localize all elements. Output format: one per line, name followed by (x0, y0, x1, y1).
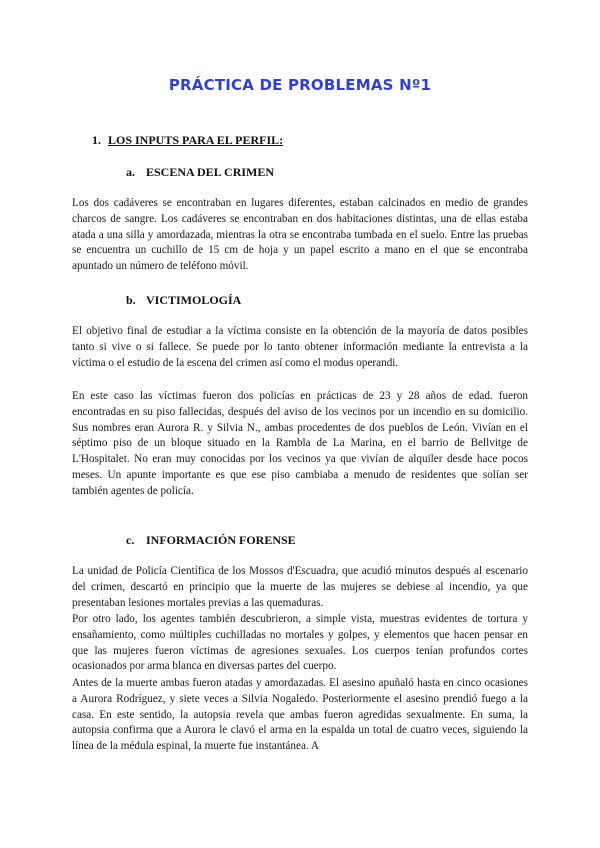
subsection-b-letter: b. (126, 293, 136, 307)
document-title: PRÁCTICA DE PROBLEMAS Nº1 (168, 76, 432, 94)
paragraph-victimologia-2: En este caso las víctimas fueron dos policías en prácticas de 23 y 28 años de edad. fueron encontradas en su piso fallecidas, después del aviso de los vecinos por un incendio en su domicilio. Sus nombres eran Aurora R. y Silvia N., ambas procedentes de dos pueblos de León. Vivían en el séptimo piso de un bloque situado en la Rambla de La Marina, en el barrio de Bellvitge de L'Hospitalet. No eran muy conocidas por los vecinos ya que vivían de alquiler desde hace pocos meses. Un apunte importante es que ese piso cambiaba a menudo de residentes que solían ser también agentes de policía. (72, 390, 528, 497)
subsection-c-letter: c. (126, 533, 135, 547)
paragraph-forense-2: Por otro lado, los agentes también descubrieron, a simple vista, muestras evidentes de tortura y ensañamiento, como múltiples cuchilladas no mortales y golpes, y elementos que hacen pensar en que las mujeres fueron víctimas de agresiones sexuales. Los cuerpos tenían profundos cortes ocasionados por arma blanca en diversas partes del cuerpo. (72, 613, 528, 673)
paragraph-forense-3: Antes de la muerte ambas fueron atadas y amordazadas. El asesino apuñaló hasta en cinco ocasiones a Aurora Rodríguez, y siete veces a Silvia Nogaledo. Posteriormente el asesino prendió fuego a la casa. En este sentido, la autopsia revela que ambas fueron agredidas sexualmente. En suma, la autopsia confirma que a Aurora le clavó el arma en la espalda un total de cuatro veces, siguiendo la línea de la médula espinal, la muerte fue instantánea. A (72, 677, 528, 753)
subsection-a-title: ESCENA DEL CRIMEN (146, 165, 275, 179)
paragraph-forense-1: La unidad de Policía Científica de los Mossos d'Escuadra, que acudió minutos después al escenario del crimen, descartó en principio que la muerte de las mujeres se debiese al incendio, ya que presentaban lesiones mortales previas a las quemaduras. (72, 565, 528, 609)
section-1-number: 1. (92, 133, 101, 147)
subsection-c-title: INFORMACIÓN FORENSE (146, 533, 296, 547)
paragraph-escena: Los dos cadáveres se encontraban en lugares diferentes, estaban calcinados en medio de grandes charcos de sangre. Los cadáveres se encontraban en dos habitaciones distintas, una de ellas estaba atada a una silla y amordazada, mientras la otra se encontraba tumbada en el suelo. Entre las pruebas se encuentra un cuchillo de 15 cm de hoja y un papel escrito a mano en el que se encontraba apuntado un número de teléfono móvil. (72, 197, 528, 273)
subsection-b-heading (126, 293, 241, 308)
subsection-a-letter: a. (126, 165, 135, 179)
section-1-heading (92, 133, 283, 148)
subsection-b-title: VICTIMOLOGÍA (146, 293, 242, 307)
subsection-a-heading (126, 165, 274, 180)
section-1-title: LOS INPUTS PARA EL PERFIL: (108, 133, 284, 147)
subsection-c-heading (126, 533, 296, 548)
paragraph-victimologia-1: El objetivo final de estudiar a la víctima consiste en la obtención de la mayoría de datos posibles tanto si vive o si fallece. Se puede por lo tanto obtener información mediante la entrevista a la víctima o el estudio de la escena del crimen así como el modus operandi. (72, 325, 528, 369)
